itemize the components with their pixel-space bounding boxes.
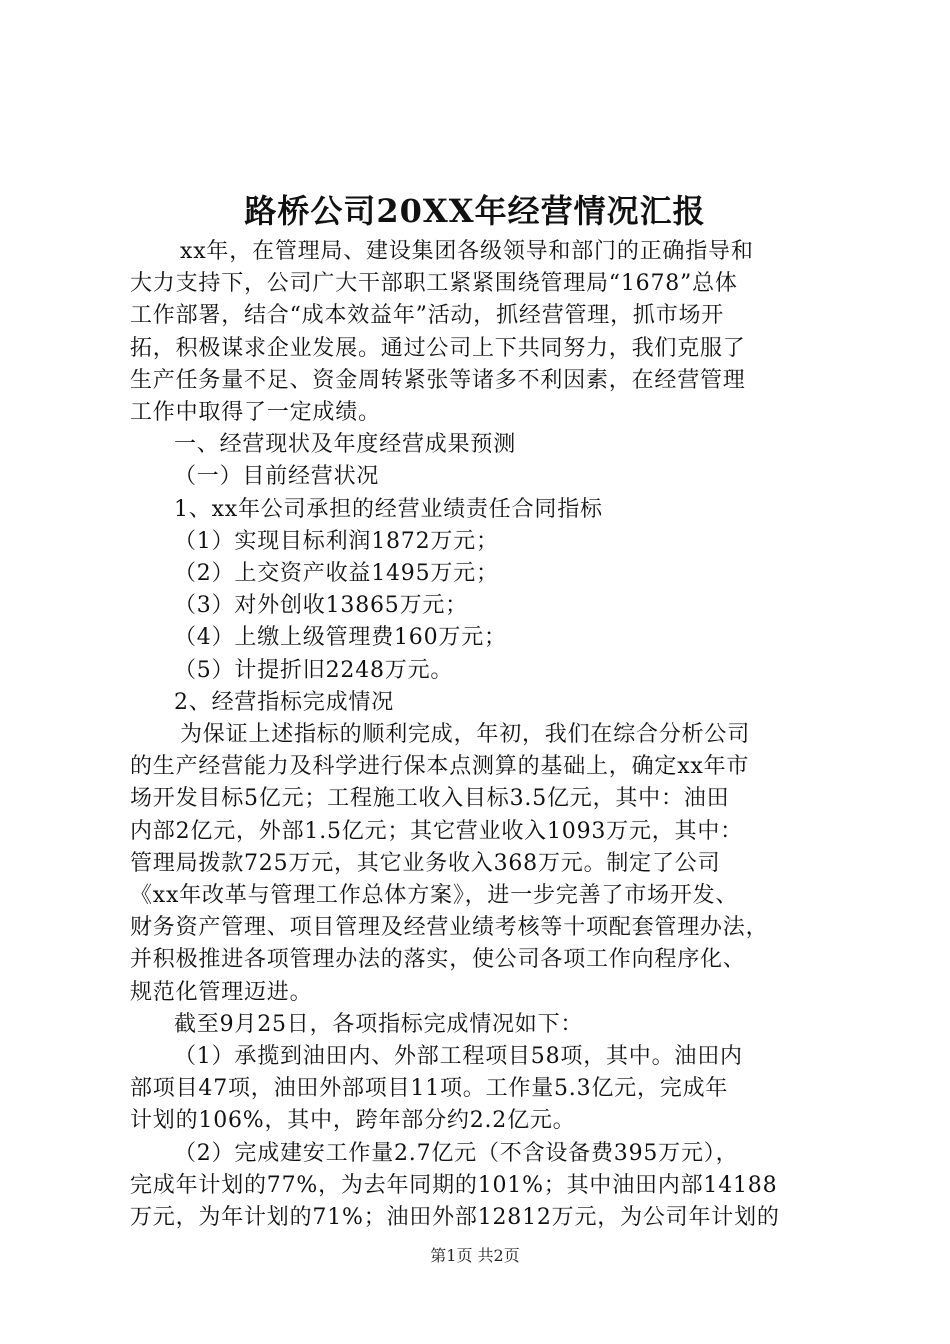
paragraph-line: 万元，为年计划的71%；油田外部12812万元，为公司年计划的 (130, 1205, 780, 1231)
paragraph-line: 为保证上述指标的顺利完成，年初，我们在综合分析公司 (180, 722, 751, 748)
paragraph-line: 内部2亿元，外部1.5亿元；其它营业收入1093万元，其中： (130, 818, 743, 844)
list-item: （4）上缴上级管理费160万元； (174, 625, 507, 651)
paragraph-line: 计划的106%，其中，跨年部分约2.2亿元。 (130, 1108, 576, 1134)
paragraph-line: 规范化管理迈进。 (130, 979, 313, 1005)
paragraph-line: 部项目47项，油田外部项目11项。工作量5.3亿元，完成年 (130, 1076, 729, 1102)
section-heading: 一、经营现状及年度经营成果预测 (174, 432, 517, 458)
paragraph-line: xx年，在管理局、建设集团各级领导和部门的正确指导和 (180, 239, 754, 264)
subsection-heading: 1、xx年公司承担的经营业绩责任合同指标 (174, 496, 603, 522)
list-item: （3）对外创收13865万元； (174, 593, 468, 619)
paragraph-line: 管理局拨款725万元，其它业务收入368万元。制定了公司 (130, 850, 721, 876)
paragraph-line: 并积极推进各项管理办法的落实，使公司各项工作向程序化、 (130, 947, 746, 973)
paragraph-line: 工作部署，结合“成本效益年”活动，抓经营管理，抓市场开 (130, 303, 725, 329)
paragraph-line: 的生产经营能力及科学进行保本点测算的基础上，确定xx年市 (130, 754, 750, 780)
list-item: （2）上交资产收益1495万元； (174, 561, 499, 587)
subsection-heading: （一）目前经营状况 (174, 464, 380, 490)
paragraph-line: 拓，积极谋求企业发展。通过公司上下共同努力，我们克服了 (130, 335, 746, 361)
paragraph-line: 财务资产管理、项目管理及经营业绩考核等十项配套管理办法， (130, 915, 769, 941)
list-item: （2）完成建安工作量2.7亿元（不含设备费395万元）， (174, 1140, 739, 1166)
paragraph-line: 完成年计划的77%，为去年同期的101%；其中油田内部14188 (130, 1172, 778, 1198)
page-footer: 第1页 共2页 (430, 1246, 520, 1265)
subsection-heading: 2、经营指标完成情况 (174, 689, 394, 715)
paragraph-line: 工作中取得了一定成绩。 (130, 400, 381, 426)
document-title: 路桥公司20XX年经营情况汇报 (244, 192, 706, 230)
paragraph-line: 《xx年改革与管理工作总体方案》，进一步完善了市场开发、 (130, 883, 739, 909)
paragraph-line: 大力支持下，公司广大干部职工紧紧围绕管理局“1678”总体 (130, 271, 738, 297)
paragraph-line: 场开发目标5亿元；工程施工收入目标3.5亿元，其中：油田 (130, 786, 730, 812)
list-item: （1）承揽到油田内、外部工程项目58项，其中。油田内 (174, 1044, 743, 1070)
paragraph-line: 截至9月25日，各项指标完成情况如下： (174, 1011, 584, 1037)
document-body (130, 236, 830, 1234)
list-item: （5）计提折旧2248万元。 (174, 657, 454, 683)
list-item: （1）实现目标利润1872万元； (174, 528, 499, 554)
paragraph-line: 生产任务量不足、资金周转紧张等诸多不利因素，在经营管理 (130, 367, 746, 393)
